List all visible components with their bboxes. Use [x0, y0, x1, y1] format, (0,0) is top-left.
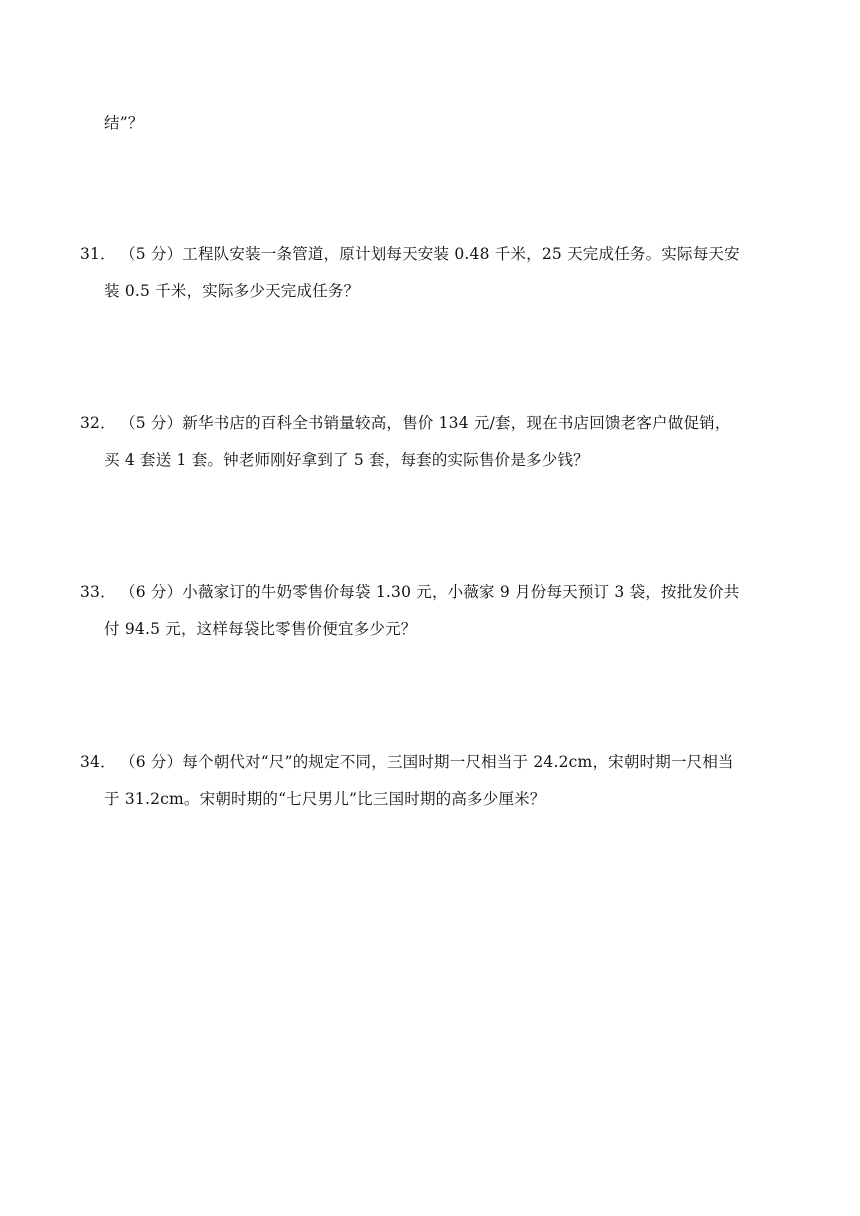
question-34-text-line-1: （6 分）每个朝代对“尺”的规定不同，三国时期一尺相当于 24.2cm，宋朝时期一尺相当	[120, 753, 734, 771]
question-32-text-line-1: （5 分）新华书店的百科全书销量较高，售价 134 元/套，现在书店回馈老客户做促销，	[120, 414, 731, 432]
question-34-number: 34．	[80, 753, 116, 771]
question-33-text-line-2: 付 94.5 元，这样每袋比零售价便宜多少元？	[104, 620, 417, 638]
question-34-text-line-2: 于 31.2cm。宋朝时期的“七尺男儿”比三国时期的高多少厘米？	[104, 790, 546, 808]
question-32-line-1	[80, 413, 731, 433]
question-33-line-1	[80, 582, 740, 602]
question-32-text-line-2: 买 4 套送 1 套。钟老师刚好拿到了 5 套，每套的实际售价是多少钱？	[104, 451, 589, 469]
question-33-text-line-1: （6 分）小薇家订的牛奶零售价每袋 1.30 元，小薇家 9 月份每天预订 3 袋，按批发价共	[120, 583, 740, 601]
question-31-text-line-1: （5 分）工程队安装一条管道，原计划每天安装 0.48 千米，25 天完成任务。实际每天安	[120, 245, 740, 263]
question-32-number: 32．	[80, 414, 116, 432]
question-31-text-line-2: 装 0.5 千米，实际多少天完成任务？	[104, 282, 360, 300]
question-31-number: 31．	[80, 245, 116, 263]
question-33-number: 33．	[80, 583, 116, 601]
question-31-line-1	[80, 244, 740, 264]
question-34-line-1	[80, 752, 734, 772]
continuation-text: 结”？	[104, 114, 144, 132]
